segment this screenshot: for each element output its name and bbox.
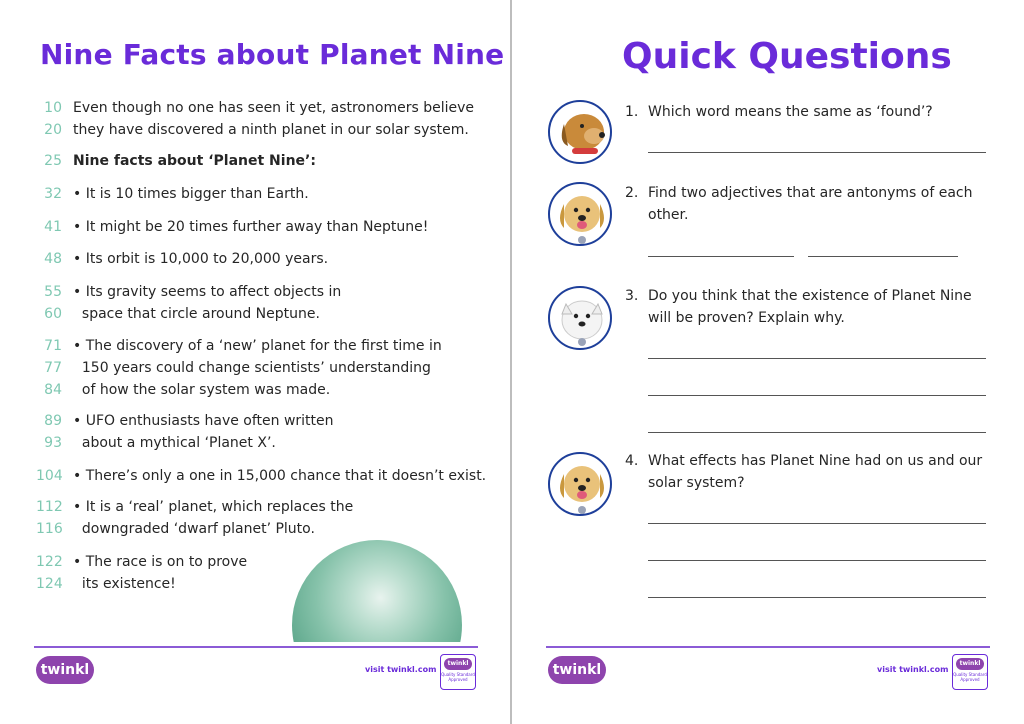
planet-illustration bbox=[292, 540, 462, 642]
question-number: 1. bbox=[625, 104, 639, 120]
answer-line[interactable] bbox=[648, 256, 794, 257]
answer-line[interactable] bbox=[808, 256, 958, 257]
answer-line[interactable] bbox=[648, 432, 986, 433]
visit-link-right[interactable]: visit twinkl.com bbox=[877, 665, 949, 674]
question-text: Which word means the same as ‘found’? bbox=[648, 104, 933, 120]
line-number: 84 bbox=[44, 382, 62, 398]
line-number: 32 bbox=[44, 186, 62, 202]
fact-text: space that circle around Neptune. bbox=[73, 306, 320, 322]
line-number: 112 bbox=[36, 499, 63, 515]
line-number: 71 bbox=[44, 338, 62, 354]
answer-line[interactable] bbox=[648, 597, 986, 598]
footer-rule-left bbox=[34, 646, 478, 648]
page-title-facts: Nine Facts about Planet Nine bbox=[40, 38, 505, 71]
dog-avatar-icon bbox=[548, 452, 612, 516]
badge-logo: twinkl bbox=[956, 658, 984, 670]
fact-text: • It is 10 times bigger than Earth. bbox=[73, 186, 309, 202]
page-divider bbox=[510, 0, 512, 724]
fact-text: of how the solar system was made. bbox=[73, 382, 331, 398]
fact-text: • The discovery of a ‘new’ planet for the first time in bbox=[73, 338, 442, 354]
line-number: 124 bbox=[36, 576, 63, 592]
line-number: 10 bbox=[44, 100, 62, 116]
line-number: 20 bbox=[44, 122, 62, 138]
dog-avatar-icon bbox=[548, 182, 612, 246]
line-number: 89 bbox=[44, 413, 62, 429]
badge-text: Quality Standard Approved bbox=[441, 672, 475, 682]
fact-text: • It is a ‘real’ planet, which replaces the bbox=[73, 499, 354, 515]
badge-text: Quality Standard Approved bbox=[953, 672, 987, 682]
answer-line[interactable] bbox=[648, 523, 986, 524]
question-text-2: solar system? bbox=[648, 475, 745, 491]
answer-line[interactable] bbox=[648, 152, 986, 153]
fact-text: • There’s only a one in 15,000 chance that it doesn’t exist. bbox=[73, 468, 487, 484]
fact-text: Even though no one has seen it yet, astronomers believe bbox=[73, 100, 474, 116]
line-number: 60 bbox=[44, 306, 62, 322]
dog-avatar-icon bbox=[548, 286, 612, 350]
line-number: 104 bbox=[36, 468, 63, 484]
visit-link-left[interactable]: visit twinkl.com bbox=[365, 665, 437, 674]
footer-rule-right bbox=[546, 646, 990, 648]
line-number: 55 bbox=[44, 284, 62, 300]
fact-text: Nine facts about ‘Planet Nine’: bbox=[73, 153, 316, 169]
quality-badge-right bbox=[952, 654, 988, 690]
line-number: 25 bbox=[44, 153, 62, 169]
badge-logo: twinkl bbox=[444, 658, 472, 670]
question-number: 2. bbox=[625, 185, 639, 201]
fact-text: they have discovered a ninth planet in our solar system. bbox=[73, 122, 469, 138]
fact-text: • Its gravity seems to affect objects in bbox=[73, 284, 342, 300]
line-number: 41 bbox=[44, 219, 62, 235]
page-title-questions: Quick Questions bbox=[622, 36, 952, 77]
line-number: 93 bbox=[44, 435, 62, 451]
twinkl-logo-right[interactable]: twinkl bbox=[548, 656, 606, 684]
line-number: 77 bbox=[44, 360, 62, 376]
fact-text: 150 years could change scientists’ understanding bbox=[73, 360, 431, 376]
line-number: 48 bbox=[44, 251, 62, 267]
question-text-2: will be proven? Explain why. bbox=[648, 310, 845, 326]
question-text-2: other. bbox=[648, 207, 689, 223]
fact-text: its existence! bbox=[73, 576, 176, 592]
question-text: Do you think that the existence of Planet Nine bbox=[648, 288, 972, 304]
dog-avatar-icon bbox=[548, 100, 612, 164]
answer-line[interactable] bbox=[648, 560, 986, 561]
fact-text: • The race is on to prove bbox=[73, 554, 248, 570]
twinkl-logo-left[interactable]: twinkl bbox=[36, 656, 94, 684]
answer-line[interactable] bbox=[648, 395, 986, 396]
line-number: 116 bbox=[36, 521, 63, 537]
fact-text: • It might be 20 times further away than Neptune! bbox=[73, 219, 429, 235]
fact-text: about a mythical ‘Planet X’. bbox=[73, 435, 276, 451]
answer-line[interactable] bbox=[648, 358, 986, 359]
fact-text: • Its orbit is 10,000 to 20,000 years. bbox=[73, 251, 329, 267]
question-number: 4. bbox=[625, 453, 639, 469]
line-number: 122 bbox=[36, 554, 63, 570]
fact-text: • UFO enthusiasts have often written bbox=[73, 413, 334, 429]
fact-text: downgraded ‘dwarf planet’ Pluto. bbox=[73, 521, 315, 537]
quality-badge-left bbox=[440, 654, 476, 690]
question-text: Find two adjectives that are antonyms of each bbox=[648, 185, 973, 201]
question-text: What effects has Planet Nine had on us and our bbox=[648, 453, 983, 469]
question-number: 3. bbox=[625, 288, 639, 304]
